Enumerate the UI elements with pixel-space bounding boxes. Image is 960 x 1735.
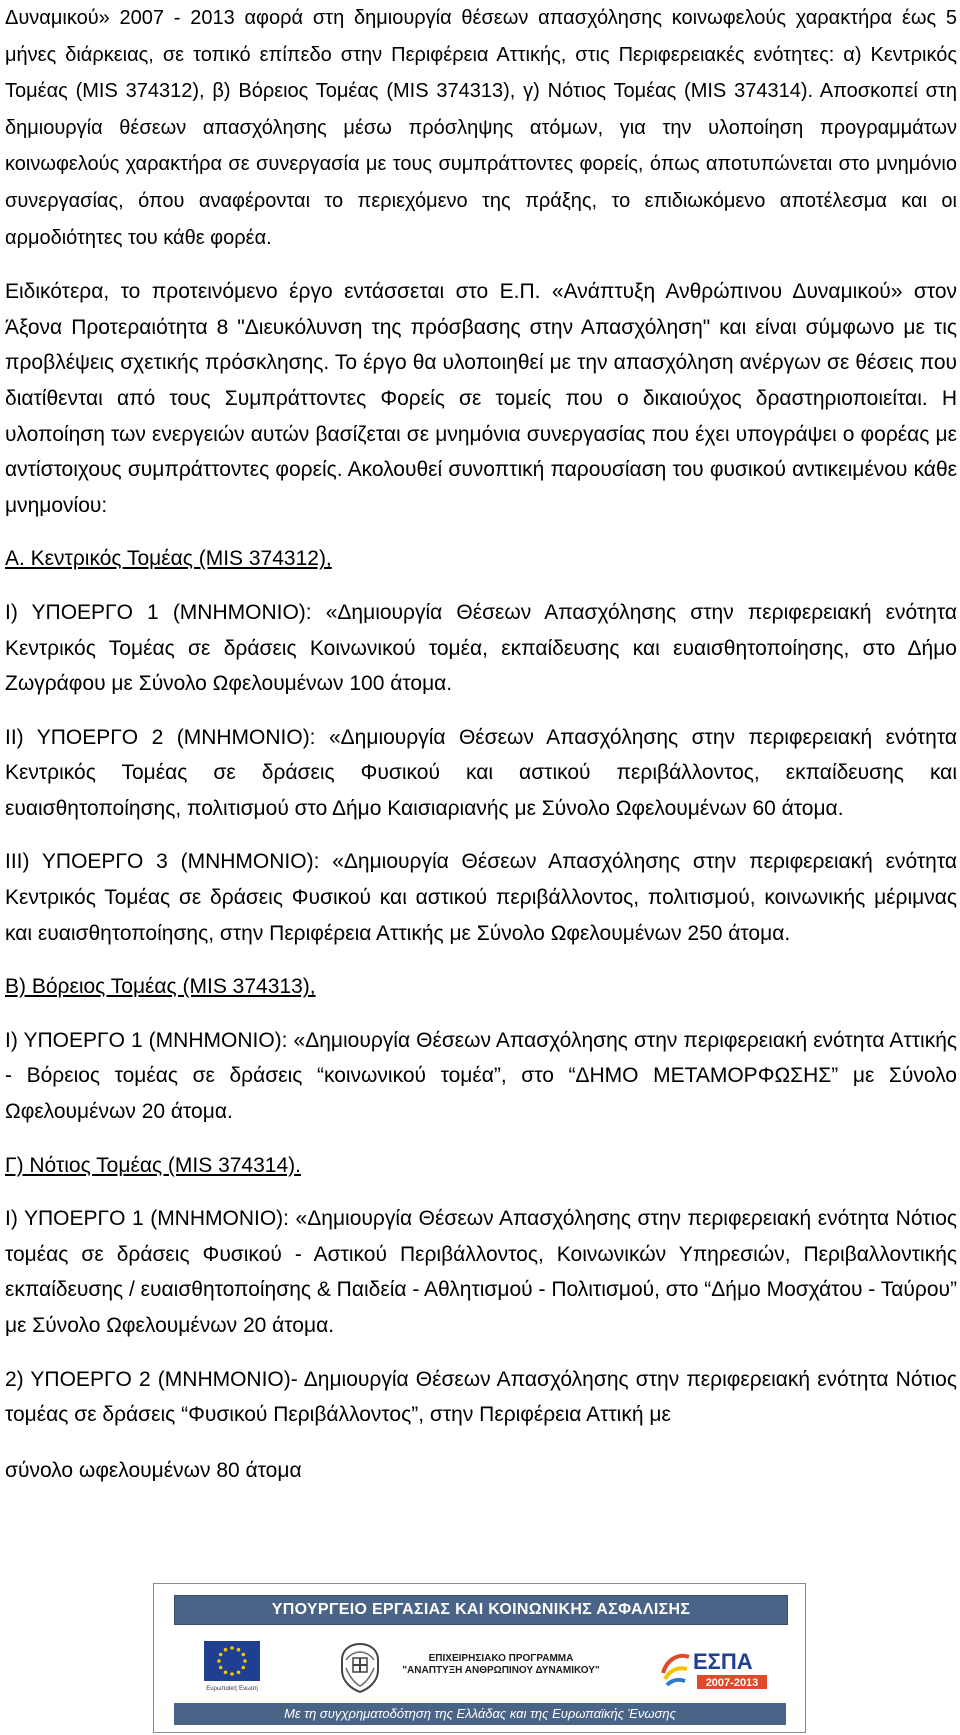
program-line-1: ΕΠΙΧΕΙΡΗΣΙΑΚΟ ΠΡΟΓΡΑΜΜΑ bbox=[428, 1653, 574, 1664]
funding-banner bbox=[153, 1583, 806, 1733]
subproject-a2: ΙΙ) ΥΠΟΕΡΓΟ 2 (ΜΝΗΜΟΝΙΟ): «Δημιουργία Θέσεων Απασχόλησης στην περιφερειακή ενότητα Κεντρικός Τομέας σε δράσεις Φυσικού και αστικού περιβάλλοντος, εκπαίδευσης και ευαισθητοποίησης, πολιτισμού στο Δήμο Καισιαριανής με Σύνολο Ωφελουμένων 60 άτομα. bbox=[5, 725, 957, 820]
ministry-title: ΥΠΟΥΡΓΕΙΟ ΕΡΓΑΣΙΑΣ ΚΑΙ ΚΟΙΝΩΝΙΚΗΣ ΑΣΦΑΛΙΣΗΣ bbox=[174, 1595, 788, 1625]
subproject-c2-total: σύνολο ωφελουμένων 80 άτομα bbox=[5, 1458, 302, 1482]
section-heading-a: Α. Κεντρικός Τομέας (MIS 374312), bbox=[5, 547, 332, 571]
section-heading-b: Β) Βόρειος Τομέας (MIS 374313), bbox=[5, 975, 316, 999]
program-line-2: "ΑΝΑΠΤΥΞΗ ΑΝΘΡΩΠΙΝΟΥ ΔΥΝΑΜΙΚΟΥ" bbox=[402, 1665, 600, 1676]
subproject-a3: ΙΙΙ) ΥΠΟΕΡΓΟ 3 (ΜΝΗΜΟΝΙΟ): «Δημιουργία Θέσεων Απασχόλησης στην περιφερειακή ενότητα Κεντρικός Τομέας σε δράσεις Φυσικού και αστικού περιβάλλοντος, πολιτισμού, κοινωνικής μέριμνας και ευαισθητοποίησης, στην Περιφέρεια Αττικής με Σύνολο Ωφελουμένων 250 άτομα. bbox=[5, 850, 957, 945]
cofunding-footer: Με τη συγχρηματοδότηση της Ελλάδας και της Ευρωπαϊκής Ένωσης bbox=[174, 1703, 786, 1725]
section-heading-c: Γ) Νότιος Τομέας (MIS 374314). bbox=[5, 1153, 301, 1177]
intro-text-continued: Αποσκοπεί στη δημιουργία θέσεων απασχόλησης μέσω πρόσληψης ατόμων, για την υλοποίηση προγραμμάτων κοινωφελούς χαρακτήρα σε συνεργασία με τους συμπράττοντες φορείς, όπως αποτυπώνεται στο μνημόνιο συνεργασίας, όπου αναφέρονται το περιεχόμενο της πράξης, το επιδιωκόμενο αποτέλεσμα και οι αρμοδιότητες του κάθε φορέα. bbox=[5, 80, 958, 249]
subproject-c2: 2) ΥΠΟΕΡΓΟ 2 (ΜΝΗΜΟΝΙΟ)- Δημιουργία Θέσεων Απασχόλησης στην περιφερειακή ενότητα Νότιος τομέας σε δράσεις “Φυσικού Περιβάλλοντος”, στην Περιφέρεια Αττική με bbox=[5, 1367, 957, 1427]
document-page bbox=[5, 0, 957, 1488]
espa-years: 2007-2013 bbox=[705, 1677, 759, 1689]
greek-emblem-icon bbox=[336, 1640, 384, 1694]
intro-paragraph bbox=[5, 0, 957, 256]
intro-text-arial: Δυναμικού» 2007 - 2013 αφορά στη δημιουργία θέσεων απασχόλησης κοινωφελούς χαρακτήρα έως 5 μήνες διάρκειας, σε τοπικό επίπεδο στην Περιφέρεια Αττικής, στις Περιφερειακές ενότητες: α) Κεντρικός Τομέας (MIS 374312), β) Βόρειος Τομέας (MIS 374313), γ) Νότιος Τομέας (MIS 374314). bbox=[5, 7, 957, 103]
subproject-b1: Ι) ΥΠΟΕΡΓΟ 1 (ΜΝΗΜΟΝΙΟ): «Δημιουργία Θέσεων Απασχόλησης στην περιφερειακή ενότητα Αττικής - Βόρειος τομέας σε δράσεις “κοινωνικού τομέα”, στο “ΔΗΜΟ ΜΕΤΑΜΟΡΦΩΣΗΣ” με Σύνολο Ωφελουμένων 20 άτομα. bbox=[5, 1028, 957, 1124]
espa-name: ΕΣΠΑ bbox=[693, 1649, 753, 1674]
espa-logo-icon bbox=[657, 1639, 777, 1697]
eu-flag-icon bbox=[204, 1641, 260, 1685]
program-name bbox=[386, 1653, 616, 1677]
subproject-c1: Ι) ΥΠΟΕΡΓΟ 1 (ΜΝΗΜΟΝΙΟ): «Δημιουργία Θέσεων Απασχόλησης στην περιφερειακή ενότητα Νότιος τομέας σε δράσεις Φυσικού - Αστικού Περιβάλλοντος, Κοινωνικών Υπηρεσιών, Περιβαλλοντικής εκπαίδευσης / ευαισθητοποίησης & Παιδεία - Αθλητισμού - Πολιτισμού, στο “Δήμο Μοσχάτου - Ταύρου” με Σύνολο Ωφελουμένων 20 άτομα. bbox=[5, 1207, 957, 1337]
eu-label: Ευρωπαϊκή Ένωση bbox=[206, 1686, 258, 1692]
subproject-a1: Ι) ΥΠΟΕΡΓΟ 1 (ΜΝΗΜΟΝΙΟ): «Δημιουργία Θέσεων Απασχόλησης στην περιφερειακή ενότητα Κεντρικός Τομέας σε δράσεις Κοινωνικού τομέα, εκπαίδευσης και ευαισθητοποίησης, στο Δήμο Ζωγράφου με Σύνολο Ωφελουμένων 100 άτομα. bbox=[5, 600, 957, 696]
specifics-paragraph: Ειδικότερα, το προτεινόμενο έργο εντάσσεται στο Ε.Π. «Ανάπτυξη Ανθρώπινου Δυναμικού» στον Άξονα Προτεραιότητα 8 "Διευκόλυνση της πρόσβασης στην Απασχόληση" και είναι σύμφωνο με τις προβλέψεις σχετικής πρόσκλησης. Το έργο θα υλοποιηθεί με την απασχόληση ανέργων σε θέσεις που διατίθενται από τους Συμπράττοντες Φορείς σε τομείς που ο δικαιούχος δραστηριοποιείται. Η υλοποίηση των ενεργειών αυτών βασίζεται σε μνημόνια συνεργασίας που έχει υπογράψει ο φορέας με αντίστοιχους συμπράττοντες φορείς. Ακολουθεί συνοπτική παρουσίαση του φυσικού αντικειμένου κάθε μνημονίου: bbox=[5, 280, 957, 517]
